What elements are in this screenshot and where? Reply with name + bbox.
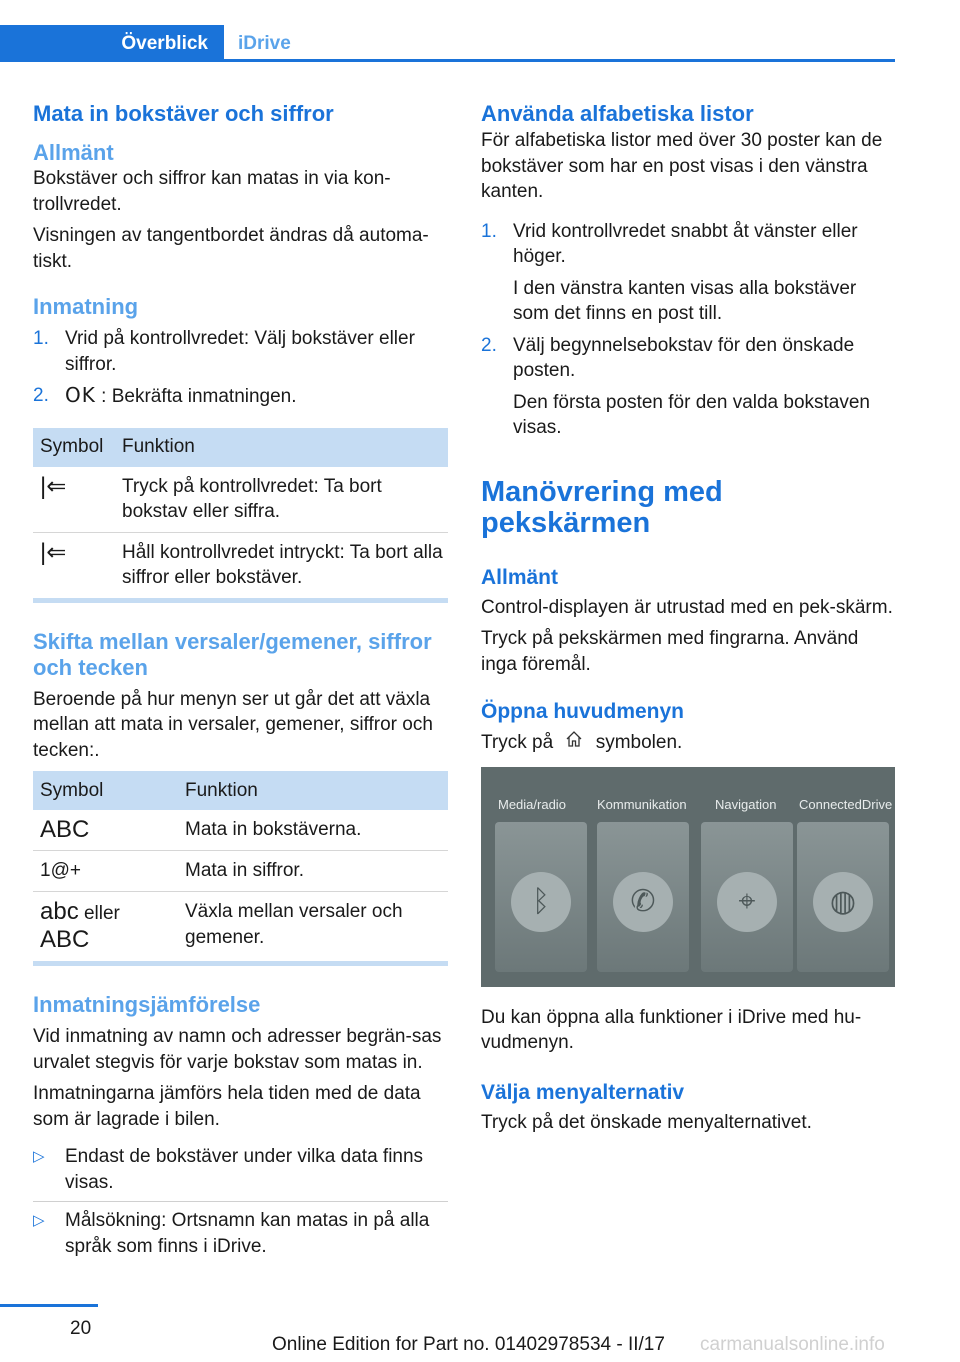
abc-uppercase-icon: ABC <box>40 925 90 953</box>
valja-heading: Välja menyalternativ <box>481 1080 685 1104</box>
screen-label-connecteddrive: ConnectedDrive <box>799 796 893 812</box>
oppna-text-before: Tryck på <box>481 731 554 753</box>
left-column <box>33 100 448 1265</box>
delete-symbol-table <box>33 428 448 603</box>
step-item <box>481 219 895 270</box>
step-text: Vrid kontrollvredet snabbt åt vänster eller höger. <box>513 220 858 267</box>
header-rule <box>0 59 895 62</box>
step-item <box>481 333 895 384</box>
screen-label-media: Media/radio <box>498 796 566 812</box>
list-item: ▷ Målsökning: Ortsnamn kan matas in på alla språk som finns i iDrive. <box>33 1201 448 1265</box>
allmant-heading: Allmänt <box>33 140 114 165</box>
after-screen-paragraph: Du kan öppna alla funktioner i iDrive med hu‐vudmenyn. <box>481 1006 862 1053</box>
section-title: Mata in bokstäver och siffror <box>33 101 334 126</box>
input-mode-table <box>33 771 448 966</box>
screen-label-navigation: Navigation <box>715 796 777 812</box>
jamforelse-paragraph-2: Inmatningarna jämförs hela tiden med de data som är lagrade i bilen. <box>33 1083 421 1130</box>
oppna-text-after: symbolen. <box>595 731 683 753</box>
table-row <box>33 851 448 892</box>
eller-text: eller <box>83 903 120 924</box>
abc-uppercase-icon: ABC <box>33 810 178 851</box>
backspace-icon: |⇐ <box>33 532 115 600</box>
table-cell: Tryck på kontrollvredet: Ta bort bokstav eller siffra. <box>115 467 448 533</box>
triangle-bullet-icon: ▷ <box>33 1148 45 1165</box>
valja-paragraph: Tryck på det önskade menyalternativet. <box>481 1111 812 1133</box>
table-row <box>33 892 448 964</box>
table-row <box>33 532 448 600</box>
step-number: 2. <box>33 385 49 406</box>
triangle-bullet-icon: ▷ <box>33 1212 45 1229</box>
alfa-heading: Använda alfabetiska listor <box>481 101 754 126</box>
allmant-heading: Allmänt <box>481 565 559 589</box>
right-column <box>481 100 895 1135</box>
table-cell: Håll kontrollvredet intryckt: Ta bort alla siffror eller bokstäver. <box>115 532 448 600</box>
phone-icon: ✆ <box>613 872 673 932</box>
manovrering-heading: Manövrering med pekskärmen <box>481 475 723 539</box>
watermark: carmanualsonline.info <box>700 1334 885 1355</box>
map-icon: ⌖ <box>717 872 777 932</box>
inmatning-heading: Inmatning <box>33 294 139 319</box>
jamforelse-paragraph-1: Vid inmatning av namn och adresser begrän‐sas urvalet stegvis för varje bokstav som matas in. <box>33 1026 442 1073</box>
menu-tile-connecteddrive <box>797 822 889 972</box>
skifta-paragraph: Beroende på hur menyn ser ut går det att växla mellan att mata in versaler, gemener, siffror och tecken:. <box>33 688 433 761</box>
table-row <box>33 467 448 533</box>
step-number: 2. <box>481 334 497 356</box>
table-header-symbol: Symbol <box>33 771 178 810</box>
screen-label-kommunikation: Kommunikation <box>597 796 687 812</box>
allmant-paragraph-2: Tryck på pekskärmen med fingrarna. Använd inga föremål. <box>481 628 859 675</box>
tab-overblick[interactable]: Överblick <box>0 25 224 62</box>
step-item <box>33 383 448 410</box>
globe-icon: ◍ <box>813 872 873 932</box>
bluetooth-icon: ᛒ <box>511 872 571 932</box>
step-text: : Bekräfta inmatningen. <box>101 386 297 407</box>
table-header-function: Funktion <box>115 428 448 467</box>
menu-tile-media <box>495 822 587 972</box>
alfa-paragraph: För alfabetiska listor med över 30 poster kan de bokstäver som har en post visas i den vänstra kanten. <box>481 130 883 202</box>
ok-icon: OK <box>65 383 96 407</box>
list-item: ▷ Endast de bokstäver under vilka data finns visas. <box>33 1138 448 1201</box>
tab-idrive[interactable]: iDrive <box>238 32 291 54</box>
edition-text: Online Edition for Part no. 01402978534 - II/17 <box>272 1334 665 1355</box>
step-subtext: Den första posten för den valda bokstaven visas. <box>513 391 871 438</box>
menu-tile-navigation <box>701 822 793 972</box>
abc-lowercase-icon: abc <box>40 898 79 925</box>
table-header-function: Funktion <box>178 771 448 810</box>
step-text: Vrid på kontrollvredet: Välj bokstäver eller siffror. <box>65 328 415 375</box>
table-cell: Växla mellan versaler och gemener. <box>178 892 448 964</box>
backspace-icon: |⇐ <box>33 467 115 533</box>
step-item <box>33 326 448 377</box>
allmant-paragraph-2: Visningen av tangentbordet ändras då automa‐tiskt. <box>33 225 429 272</box>
step-subtext: I den vänstra kanten visas alla bokstäver som det finns en post till. <box>513 277 857 324</box>
main-menu-screenshot <box>481 767 895 987</box>
table-row <box>33 810 448 851</box>
header-tabs <box>0 25 895 62</box>
allmant-paragraph-1: Control-displayen är utrustad med en pek‐skärm. <box>481 596 893 618</box>
home-icon <box>564 729 584 757</box>
table-cell: Mata in bokstäverna. <box>178 810 448 851</box>
table-header-symbol: Symbol <box>33 428 115 467</box>
oppna-heading: Öppna huvudmenyn <box>481 700 685 723</box>
step-text: Välj begynnelsebokstav för den önskade posten. <box>513 334 855 381</box>
skifta-heading: Skifta mellan versaler/gemener, siffror och tecken <box>33 628 432 680</box>
allmant-paragraph-1: Bokstäver och siffror kan matas in via kon‐trollvredet. <box>33 168 391 215</box>
numbers-symbols-icon: 1@+ <box>33 851 178 892</box>
menu-tile-kommunikation <box>597 822 689 972</box>
jamforelse-heading: Inmatningsjämförelse <box>33 992 261 1017</box>
table-cell: Mata in siffror. <box>178 851 448 892</box>
step-number: 1. <box>33 328 49 349</box>
step-number: 1. <box>481 220 497 242</box>
page-number: 20 <box>70 1318 92 1339</box>
footer-rule <box>0 1304 98 1307</box>
